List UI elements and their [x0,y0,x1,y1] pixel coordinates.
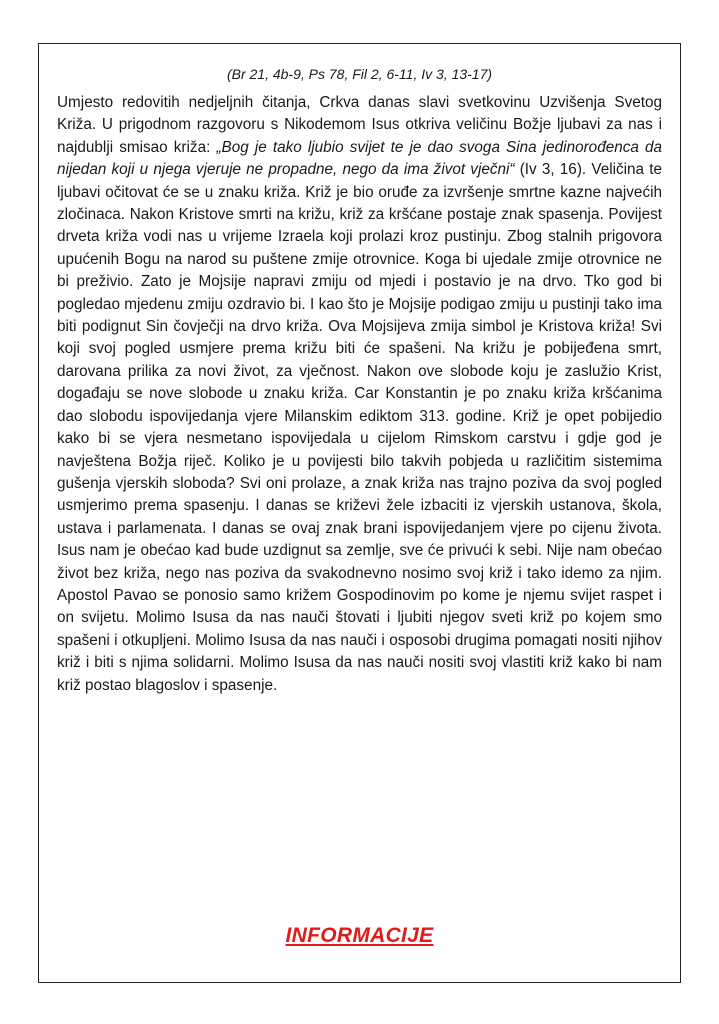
homily-body: (Iv 3, 16). Veličina te ljubavi očitovat će se u znaku križa. Križ je bio oruđe za izvršenje smrtne kazne najvećih zločinaca. Nakon Kristove smrti na križu, križ za kršćane postaje znak spasenja. Povijest drveta križa vodi nas u vrijeme Izraela koji prolazi kroz pustinju. Zbog stalnih prigovora upućenih Bogu na narod su puštene zmije otrovnice. Koga bi ujedale zmije otrovnice ne bi preživio. Zato je Mojsije napravi zmiju od mjedi i postavio je na drvo. Tko god bi pogledao mjedenu zmiju ozdravio bi. I kao što je Mojsije podigao zmiju u pustinji tako ima biti podignut Sin čovječji na drvo križa. Ova Mojsijeva zmija simbol je Kristova križa! Svi koji svoj pogled usmjere prema križu biti će spašeni. Na križu je pobijeđena smrt, darovana prilika za novi život, za vječnost. Nakon ove slobode koju je zaslužio Krist, događaju se nove slobode u znaku križa. Car Konstantin je po znaku križa kršćanima dao slobodu ispovijedanja vjere Milanskim ediktom 313. godine. Križ je opet pobijedio kako bi se vjera nesmetano ispovijedala u cijelom Rimskom carstvu i gdje god je navještena Božja riječ. Koliko je u povijesti bilo takvih pobjeda u različitim sistemima gušenja vjerskih sloboda? Svi oni prolaze, a znak križa nas trajno poziva da svoj pogled usmjerimo prema spasenju. I danas se križevi žele izbaciti iz vjerskih ustanova, škola, ustava i parlamenata. I danas se ovaj znak brani ispovijedanjem vjere po cijenu života. Isus nam je obećao kad bude uzdignut sa zemlje, sve će privući k sebi. Nije nam obećao život bez križa, nego nas poziva da svakodnevno nosimo svoj križ i tako idemo za njim. Apostol Pavao se ponosio samo križem Gospodinovim po kome je njemu svijet raspet i on svijetu. Molimo Isusa da nas nauči štovati i ljubiti njegov sveti križ po kojem smo spašeni i otkupljeni. Molimo Isusa da nas nauči i osposobi drugima pomagati nositi njihov križ i biti s njima solidarni. Molimo Isusa da nas nauči nositi svoj vlastiti križ kako bi nam križ postao blagoslov i spasenje. [57,161,662,694]
scripture-references: (Br 21, 4b-9, Ps 78, Fil 2, 6-11, Iv 3, 13-17) [226,66,493,82]
informacije-heading: INFORMACIJE [285,924,434,947]
gospel-quote: „Bog je tako ljubio svijet te je dao svoga Sina jedinorođenca da nijedan koji u njega vjeruje ne propadne, nego da ima život vječni“ [57,138,662,179]
homily-intro: Umjesto redovitih nedjeljnih čitanja, Crkva danas slavi svetkovinu Uzvišenja Svetog Križa. U prigodnom razgovoru s Nikodemom Isus otkriva veličinu Božje ljubavi za nas i najdublji smisao križa: [57,94,662,156]
homily-text [57,92,662,697]
document-frame [38,43,681,983]
